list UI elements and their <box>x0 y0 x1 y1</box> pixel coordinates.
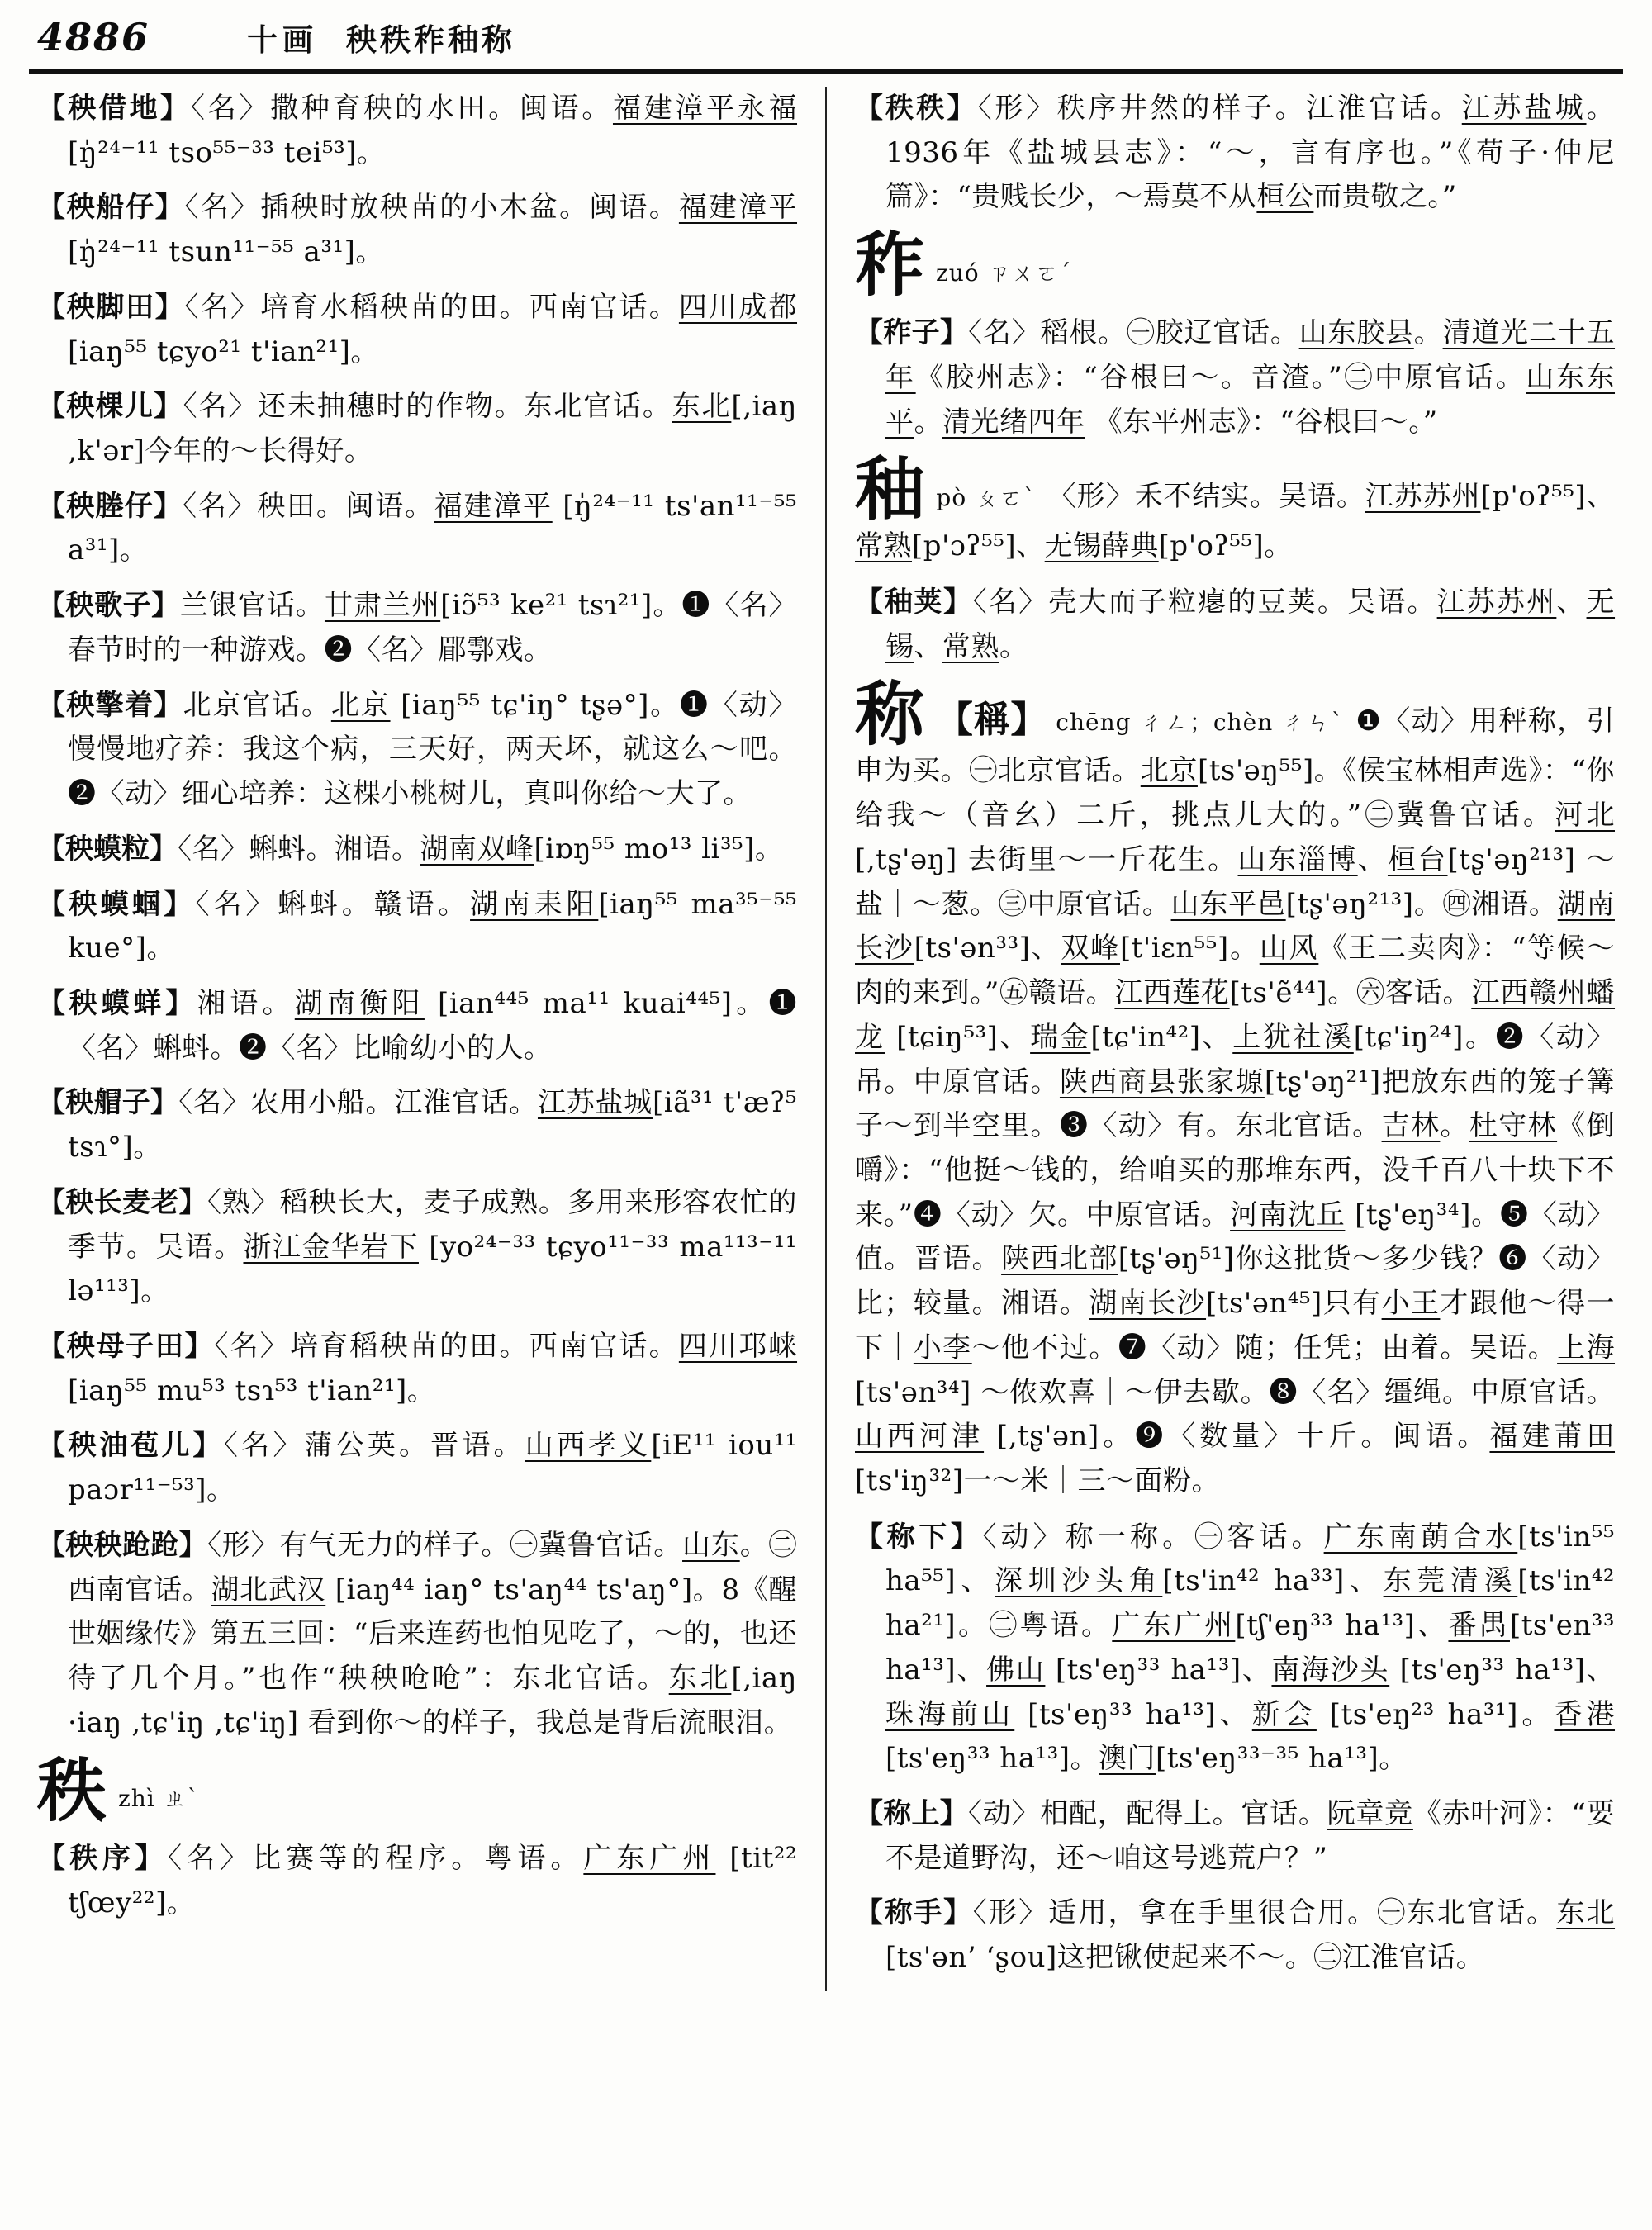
dict-entry <box>37 1524 797 1746</box>
proper-noun: 福建漳平 <box>678 191 798 225</box>
proper-noun: 江西莲花 <box>1114 976 1230 1010</box>
entry-text: 〈名〉撒种育秧的水田。闽语。 <box>191 92 613 125</box>
entry-text: [ts'ən³⁴] ～侬欢喜｜～伊去歇。❽〈名〉缰绳。中原官话。 <box>855 1375 1615 1409</box>
entry-headword: 【秧塍仔】 <box>37 489 183 523</box>
entry-headword: 【秧歌子】 <box>37 589 180 623</box>
entry-text: 〈名〉插秧时放秧苗的小木盆。闽语。 <box>184 191 679 225</box>
proper-noun: 阮章竞 <box>1327 1797 1413 1830</box>
entry-text: [‚iaŋ ·iaŋ ‚tɕ'iŋ ‚tɕ'iŋ] 看到你～的样子，我总是背后流眼泪。 <box>68 1662 797 1739</box>
dict-entry <box>37 286 797 374</box>
proper-noun: 东北 <box>668 1662 732 1695</box>
headword-reading: zhì ㄓˋ <box>118 1785 200 1813</box>
entry-headword: 【秧艒子】 <box>37 1086 179 1120</box>
proper-noun: 上犹社溪 <box>1232 1020 1354 1054</box>
dict-entry <box>37 883 797 971</box>
proper-noun: 河北 <box>1555 799 1615 833</box>
entry-text: 兰银官话。 <box>179 589 325 623</box>
proper-noun: 福建漳平 <box>434 489 553 523</box>
entry-text: 。 <box>1413 316 1443 350</box>
entry-text: [tʂ'əŋ²¹³] ～盐｜～葱。㊂中原官话。 <box>855 842 1616 921</box>
proper-noun: 山西孝义 <box>525 1429 652 1463</box>
entry-text: [‚iaŋ ‚k'ər]今年的～长得好。 <box>68 390 797 468</box>
entry-text: [ts'iŋ³²]一～米｜三～面粉。 <box>855 1464 1221 1497</box>
entry-text: 〈名〉蒲公英。晋语。 <box>224 1429 525 1463</box>
page-body <box>37 87 1615 1991</box>
entry-headword: 【秧蟆蝈】 <box>37 887 196 921</box>
dict-entry <box>37 1837 797 1925</box>
proper-noun: 珠海前山 <box>885 1697 1015 1731</box>
entry-text: 〈名〉比赛等的程序。粤语。 <box>168 1842 584 1876</box>
headword-character: 称 <box>855 673 925 756</box>
entry-text: [ts'ẽ⁴⁴]。㊅客话。 <box>1229 976 1472 1010</box>
proper-noun: 南海沙头 <box>1271 1653 1390 1687</box>
entry-headword: 【秧油苞儿】 <box>37 1429 224 1463</box>
left-column <box>37 87 797 1991</box>
column-divider <box>825 87 827 1991</box>
entry-text: [tɕ'in⁴²]、 <box>1090 1020 1233 1054</box>
entry-text: [ts'eŋ³³ ha¹³]、 <box>1045 1653 1272 1687</box>
entry-text: [ts'eŋ³³ ha¹³]、 <box>1389 1653 1616 1687</box>
entry-text: [iE¹¹ iou¹¹ paɔr¹¹⁻⁵³]。 <box>68 1429 798 1507</box>
dict-entry <box>855 1891 1615 1980</box>
dict-entry <box>855 87 1615 220</box>
entry-text: [ts'əŋ⁵⁵]。《侯宝林相声选》：“你给我～（音幺）二斤，挑点儿大的。”㊁冀鲁官话。 <box>855 754 1616 833</box>
proper-noun: 山东东平 <box>885 360 1616 439</box>
entry-headword: 【秩秩】 <box>855 92 978 125</box>
entry-text: [p'ɔʔ⁵⁵]、 <box>912 529 1045 563</box>
entry-text: [tʂ'əŋ²¹³]。㊃湘语。 <box>1285 887 1558 921</box>
entry-text: 〈名〉蝌蚪。赣语。 <box>195 887 471 921</box>
dict-entry <box>37 87 797 175</box>
proper-noun: 清道光二十五年 <box>885 316 1616 394</box>
proper-noun: 广东广州 <box>1112 1609 1236 1643</box>
page-number: 4886 <box>37 15 150 59</box>
section-characters: 秧秩秨秞称 <box>346 21 516 58</box>
entry-headword: 【秧母子田】 <box>37 1329 215 1363</box>
entry-text: [‚tʂ'əŋ] 去街里～一斤花生。 <box>855 842 1238 876</box>
proper-noun: 瑞金 <box>1030 1020 1091 1054</box>
proper-noun: 上海 <box>1557 1331 1616 1364</box>
entry-text: [‚tʂ'ən]。❾〈数量〉十斤。闽语。 <box>984 1420 1490 1454</box>
entry-text: [ts'en³³ ha¹³]、 <box>885 1609 1615 1687</box>
entry-text: 〈名〉还未抽穗时的作物。东北官话。 <box>183 390 672 424</box>
proper-noun: 江苏盐城 <box>537 1086 653 1120</box>
headword-reading: chēng ㄔㄥ；chèn ㄔㄣˋ <box>1056 709 1345 737</box>
proper-noun: 北京 <box>330 688 391 722</box>
entry-text: [ts'eŋ³³ ha¹³]、 <box>1014 1697 1252 1731</box>
entry-text: 湘语。 <box>197 986 295 1020</box>
headword-character: 秩 <box>37 1749 107 1832</box>
entry-headword: 【秧借地】 <box>37 92 192 125</box>
proper-noun: 东莞清溪 <box>1383 1564 1518 1598</box>
proper-noun: 香港 <box>1554 1697 1616 1731</box>
entry-headword: 【秧秧跄跄】 <box>37 1528 207 1562</box>
dict-entry <box>37 1081 797 1170</box>
proper-noun: 陕西商县张家塬 <box>1059 1065 1265 1098</box>
proper-noun: 河南沈丘 <box>1230 1198 1346 1231</box>
proper-noun: 山西河津 <box>855 1420 985 1454</box>
character-headword-block <box>855 224 1615 306</box>
proper-noun: 小李 <box>913 1331 972 1364</box>
proper-noun: 无锡 <box>885 586 1616 663</box>
entry-headword: 【秧脚田】 <box>37 290 185 324</box>
dict-entry <box>37 1181 797 1314</box>
entry-text: 《倒嚼》：“他挺～钱的，给咱买的那堆东西，没千百八十块下不来。”❹〈动〉欠。中原官话。 <box>855 1109 1616 1231</box>
entry-text: [tɕiŋ⁵³]、 <box>885 1020 1031 1054</box>
dict-entry <box>37 982 797 1070</box>
proper-noun: 湖南耒阳 <box>470 887 599 921</box>
header-rule <box>29 69 1623 74</box>
proper-noun: 湖南衡阳 <box>294 986 425 1020</box>
entry-text: 《赤叶河》：“要不是道野沟，还～咱这号逃荒户？” <box>885 1797 1616 1875</box>
entry-headword: 【秞荚】 <box>855 586 973 619</box>
entry-headword: 【秧长麦老】 <box>37 1185 207 1219</box>
proper-noun: 吉林 <box>1381 1109 1441 1143</box>
character-headword-block <box>855 448 1615 569</box>
proper-noun: 浙江金华岩下 <box>243 1230 419 1264</box>
stroke-count-label: 十画 <box>247 21 319 58</box>
proper-noun: 东北 <box>1556 1896 1616 1930</box>
entry-text: [tʂ'eŋ³⁴]。❺〈动〉值。晋语。 <box>855 1198 1616 1276</box>
dict-entry <box>37 385 797 473</box>
entry-text: [ts'eŋ³³⁻³⁵ ha¹³]。 <box>1156 1742 1408 1776</box>
proper-noun: 山东 <box>682 1528 740 1562</box>
dict-entry <box>37 1424 797 1512</box>
entry-text: 〈名〉培育稻秧苗的田。西南官话。 <box>214 1329 679 1363</box>
entry-text: ❶〈动〉用秤称，引申为买。㊀北京官话。 <box>855 705 1615 788</box>
page-header <box>37 15 1615 63</box>
entry-text: 〈形〉禾不结实。吴语。 <box>1047 480 1365 514</box>
entry-text: [ts'ən⁴⁵]只有 <box>1206 1287 1382 1321</box>
proper-noun: 山东胶县 <box>1298 316 1414 350</box>
entry-text: [ts'ən³³]、 <box>914 932 1061 966</box>
headword-reading: pò ㄆㄛˋ <box>936 484 1037 512</box>
entry-text: [iɒŋ⁵⁵ mo¹³ li³⁵]。 <box>534 832 784 866</box>
proper-noun: 江苏盐城 <box>1461 92 1587 125</box>
dict-entry <box>855 1516 1615 1782</box>
entry-text: [ŋ̍²⁴⁻¹¹ ts'an¹¹⁻⁵⁵ a³¹]。 <box>68 489 798 567</box>
entry-text: 、 <box>1556 586 1587 619</box>
entry-headword: 【秧船仔】 <box>37 191 185 225</box>
dict-entry <box>855 581 1615 669</box>
entry-text: 《东平州志》：“谷根曰～。” <box>1085 405 1438 439</box>
entry-text: [t'iɛn⁵⁵]。 <box>1120 932 1260 966</box>
proper-noun: 广东广州 <box>583 1842 716 1876</box>
entry-text: 、 <box>914 629 942 663</box>
dict-entry <box>37 186 797 274</box>
entry-headword: 【称下】 <box>855 1520 983 1554</box>
proper-noun: 四川成都 <box>678 290 798 324</box>
entry-text: [tit²² tʃœy²²]。 <box>68 1842 798 1920</box>
proper-noun: 江苏苏州 <box>1365 480 1481 514</box>
proper-noun: 山东平邑 <box>1170 887 1286 921</box>
entry-text: 〈形〉有气无力的样子。㊀冀鲁官话。 <box>206 1528 683 1562</box>
headword-character: 秨 <box>855 224 925 306</box>
proper-noun: 佛山 <box>986 1653 1046 1687</box>
proper-noun: 陕西北部 <box>1001 1242 1118 1276</box>
proper-noun: 甘肃兰州 <box>324 589 441 623</box>
headword-reading: zuó ㄗㄨㄛˊ <box>936 259 1072 287</box>
entry-text: 。㊁西南官话。 <box>68 1528 798 1606</box>
dict-entry <box>37 684 797 817</box>
proper-noun: 江苏苏州 <box>1436 586 1557 619</box>
entry-text: [p'oʔ⁵⁵]。 <box>1158 529 1293 563</box>
proper-noun: 湖南长沙 <box>1089 1287 1207 1321</box>
entry-headword: 【秧棵儿】 <box>37 390 183 424</box>
entry-text: [ts'in⁴² ha²¹]。㊁粤语。 <box>885 1564 1616 1643</box>
entry-text: 〈名〉壳大而子粒瘪的豆荚。吴语。 <box>972 586 1437 619</box>
entry-text: [ian⁴⁴⁵ ma¹¹ kuai⁴⁴⁵]。❶〈名〉蝌蚪。❷〈名〉比喻幼小的人。 <box>68 986 798 1065</box>
entry-text: 才跟他～得一下｜ <box>855 1287 1616 1364</box>
entry-text: ～他不过。❼〈动〉随；任凭；由着。吴语。 <box>971 1331 1558 1364</box>
entry-headword: 【秧蟆蛘】 <box>37 986 197 1020</box>
entry-text: [tʂ'əŋ²¹]把放东西的笼子篝子～到半空里。❸〈动〉有。东北官话。 <box>855 1065 1616 1143</box>
entry-text: 〈形〉秩序井然的样子。江淮官话。 <box>977 92 1462 125</box>
headword-character: 秞 <box>855 448 925 531</box>
proper-noun: 广东南蓢合水 <box>1323 1520 1518 1554</box>
entry-text: 《胶州志》：“谷根曰～。音渣。”㊁中原官话。 <box>915 360 1526 394</box>
proper-noun: 山风 <box>1259 932 1319 966</box>
entry-text: 〈形〉适用，拿在手里很合用。㊀东北官话。 <box>972 1896 1557 1930</box>
proper-noun: 四川邛崃 <box>678 1329 798 1363</box>
entry-text: [iaŋ⁴⁴ iaŋ° ts'aŋ⁴⁴ ts'aŋ°]。8《醒世姻缘传》第五三回：“后来连药也怕见吃了，～的，也还待了几个月。”也作“秧秧呛呛”：东北官话。 <box>68 1573 798 1695</box>
entry-text: [iaŋ⁵⁵ ma³⁵⁻⁵⁵ kue°]。 <box>68 887 798 966</box>
proper-noun: 东北 <box>672 390 732 424</box>
proper-noun: 双峰 <box>1061 932 1120 966</box>
proper-noun: 常熟 <box>942 629 999 663</box>
character-headword-block <box>37 1749 797 1832</box>
entry-text: [tɕ'iŋ²⁴]。❷〈动〉吊。中原官话。 <box>855 1020 1616 1098</box>
entry-text: 〈名〉培育水稻秧苗的田。西南官话。 <box>184 290 679 324</box>
entry-text: [tʃ'eŋ³³ ha¹³]、 <box>1235 1609 1449 1643</box>
entry-headword: 【称上】 <box>855 1797 968 1830</box>
entry-headword: 【秧擎着】 <box>37 688 183 722</box>
proper-noun: 常熟 <box>855 529 912 563</box>
entry-text: [ts'in⁴² ha³³]、 <box>1162 1564 1384 1598</box>
proper-noun: 深圳沙头角 <box>995 1564 1163 1598</box>
proper-noun: 清光绪四年 <box>942 405 1085 439</box>
proper-noun: 福建莆田 <box>1489 1420 1616 1454</box>
entry-text: [ts'ən’ ‘ʂou]这把锹使起来不～。㊁江淮官话。 <box>885 1941 1485 1975</box>
entry-text: 《王二卖肉》：“等候～肉的来到。”㊄赣语。 <box>855 932 1616 1010</box>
entry-text: 、 <box>1357 842 1388 876</box>
proper-noun: 福建漳平永福 <box>612 92 798 125</box>
entry-text: [ts'in⁵⁵ ha⁵⁵]、 <box>885 1520 1616 1598</box>
entry-text: [iaŋ⁵⁵ mu⁵³ tsɿ⁵³ t'ian²¹]。 <box>68 1374 436 1407</box>
proper-noun: 湖南长沙 <box>855 887 1615 966</box>
proper-noun: 杜守林 <box>1469 1109 1558 1143</box>
entry-text: [iaŋ⁵⁵ tɕyo²¹ t'ian²¹]。 <box>68 334 379 368</box>
proper-noun: 澳门 <box>1099 1742 1156 1776</box>
proper-noun: 湖北武汉 <box>211 1573 326 1606</box>
entry-text: 。 <box>914 405 942 439</box>
entry-text: 〈动〉相配，配得上。官话。 <box>967 1797 1327 1830</box>
proper-noun: 无锡薛典 <box>1044 529 1159 563</box>
entry-text: [iɔ̃⁵³ ke²¹ tsɿ²¹]。❶〈名〉春节时的一种游戏。❷〈名〉郿鄠戏。 <box>68 589 798 667</box>
entry-text: 〈熟〉稻秧长大，麦子成熟。多用来形容农忙的季节。吴语。 <box>68 1185 798 1264</box>
proper-noun: 北京 <box>1140 754 1198 788</box>
right-column <box>855 87 1615 1991</box>
proper-noun: 小王 <box>1381 1287 1441 1321</box>
entry-text: 〈名〉稻根。㊀胶辽官话。 <box>968 316 1299 350</box>
proper-noun: 桓公 <box>1256 180 1314 214</box>
entry-text: 北京官话。 <box>183 688 331 722</box>
entry-text: 。 <box>1440 1109 1469 1143</box>
entry-text: [ŋ̍²⁴⁻¹¹ tsun¹¹⁻⁵⁵ a³¹]。 <box>68 235 384 269</box>
dict-entry <box>855 311 1615 444</box>
entry-text: [ts'eŋ²³ ha³¹]。 <box>1316 1697 1555 1731</box>
proper-noun: 新会 <box>1251 1697 1317 1731</box>
dict-entry <box>37 1325 797 1413</box>
entry-text: [ts'eŋ³³ ha¹³]。 <box>885 1742 1099 1776</box>
proper-noun: 江西赣州蟠龙 <box>855 976 1616 1054</box>
entry-text: 〈名〉农用小船。江淮官话。 <box>178 1086 538 1120</box>
entry-text: 〈名〉秧田。闽语。 <box>183 489 434 523</box>
headword-variant-form: 【稱】 <box>936 699 1048 742</box>
entry-text: 〈动〉称一称。㊀客话。 <box>982 1520 1324 1554</box>
entry-headword: 【称手】 <box>855 1896 973 1930</box>
entry-text: [iaŋ⁵⁵ tɕ'iŋ° tʂə°]。❶〈动〉慢慢地疗养：我这个病，三天好，两天坏，就这么～吧。❷〈动〉细心培养：这棵小桃树儿，真叫你给～大了。 <box>68 688 797 811</box>
dict-entry <box>37 584 797 672</box>
entry-headword: 【秩序】 <box>37 1842 169 1876</box>
entry-text: [ŋ̍²⁴⁻¹¹ tso⁵⁵⁻³³ tei⁵³]。 <box>68 135 386 169</box>
dict-entry <box>855 1792 1615 1881</box>
entry-headword: 【秨子】 <box>855 316 969 350</box>
entry-text: 而贵敬之。” <box>1313 180 1457 214</box>
entry-text: 。 <box>999 629 1028 663</box>
entry-text: [p'oʔ⁵⁵]、 <box>1480 480 1615 514</box>
character-headword-block <box>855 673 1616 1503</box>
entry-text: 〈名〉蝌蚪。湘语。 <box>178 832 420 866</box>
entry-text: [iã³¹ t'æʔ⁵ tsɿ°]。 <box>68 1086 798 1165</box>
entry-text: 。1936年《盐城县志》：“～，言有序也。”《荀子·仲尼篇》：“贵贱长少，～焉莫不从 <box>885 92 1615 214</box>
dict-entry <box>37 828 797 872</box>
dict-entry <box>37 485 797 573</box>
proper-noun: 番禺 <box>1448 1609 1510 1643</box>
proper-noun: 山东淄博 <box>1237 842 1358 876</box>
entry-headword: 【秧蟆粒】 <box>37 832 178 866</box>
proper-noun: 湖南双峰 <box>420 832 534 866</box>
entry-text: [tʂ'əŋ⁵¹]你这批货～多少钱？❻〈动〉比；较量。湘语。 <box>855 1242 1616 1321</box>
entry-text: [yo²⁴⁻³³ tɕyo¹¹⁻³³ ma¹¹³⁻¹¹ lə¹¹³]。 <box>68 1230 797 1308</box>
proper-noun: 桓台 <box>1387 842 1448 876</box>
